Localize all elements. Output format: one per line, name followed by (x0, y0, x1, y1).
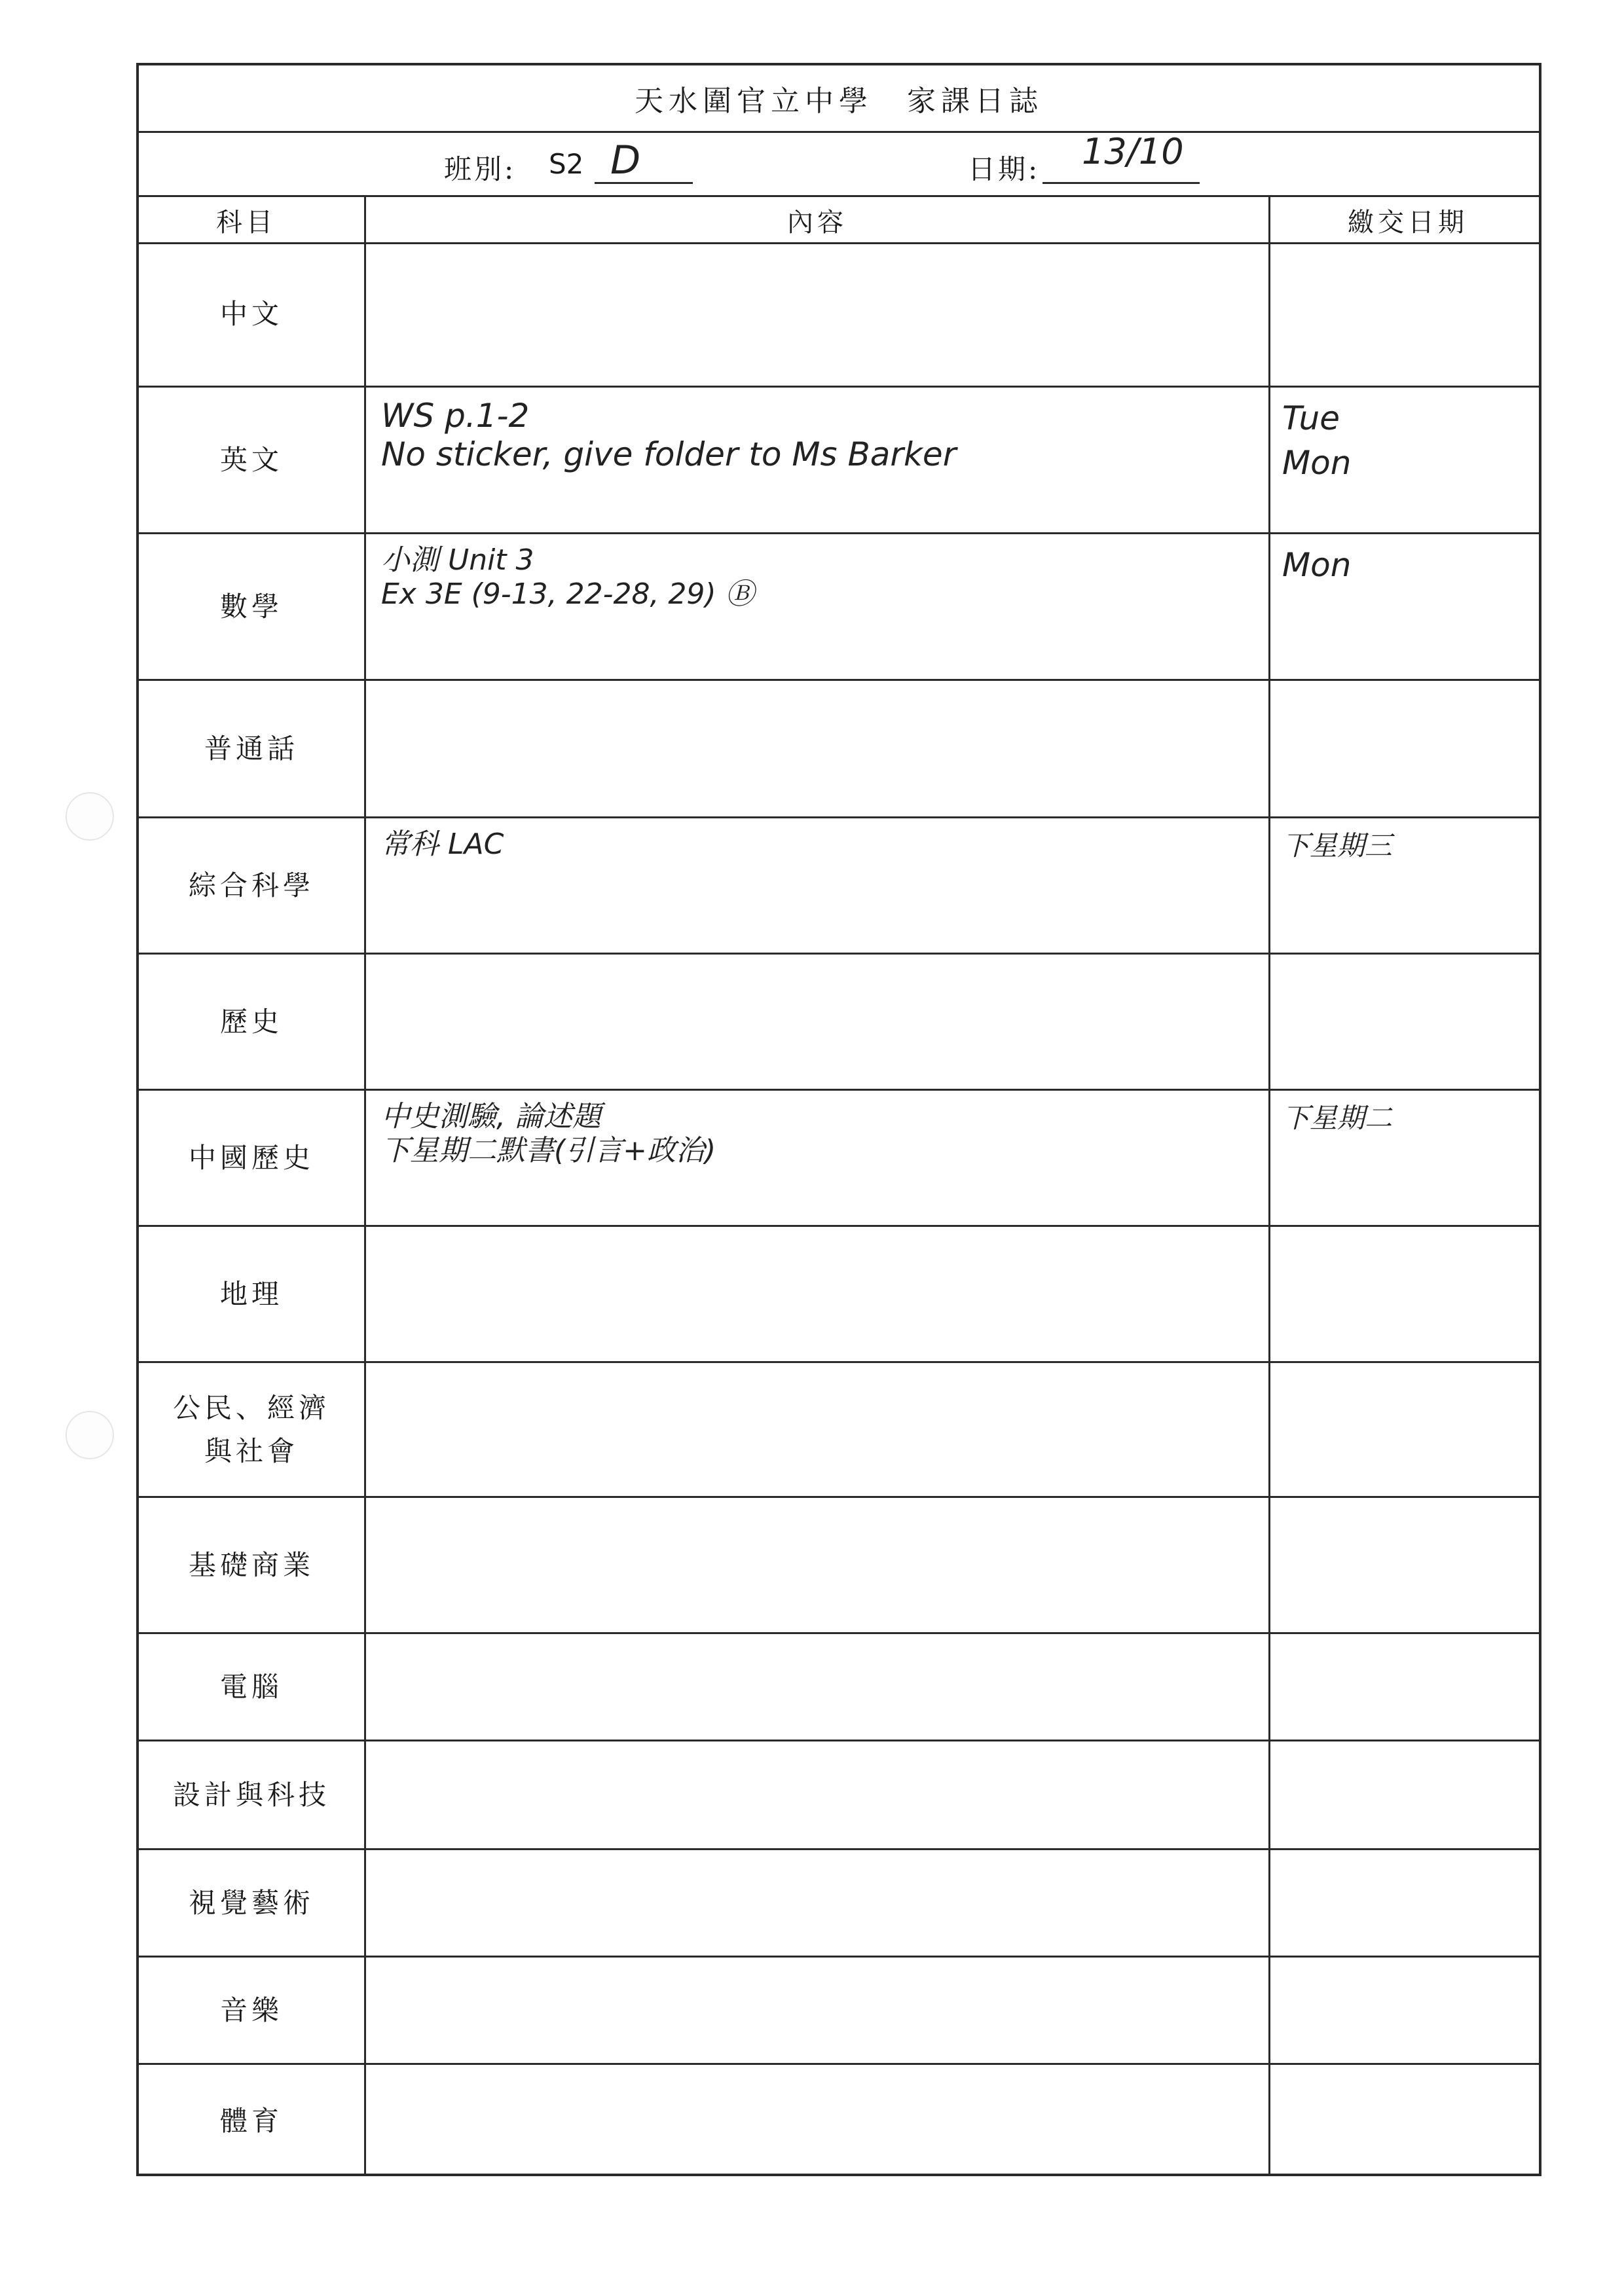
due-date-line: Mon (1282, 546, 1352, 584)
homework-diary-sheet (136, 63, 1541, 2176)
table-row (139, 1634, 1539, 1741)
content-cell (381, 828, 1252, 862)
due-date-line: 下星期二 (1282, 1102, 1393, 1134)
table-row (139, 1227, 1539, 1363)
table-row (139, 1363, 1539, 1498)
date-underline (1043, 182, 1200, 184)
due-date-line: 下星期三 (1282, 829, 1393, 862)
subject-cell: 地理 (219, 1277, 283, 1310)
punch-hole-bottom (65, 1411, 114, 1459)
table-row (139, 2065, 1539, 2178)
date-label: 日期: (968, 153, 1041, 185)
content-line: 下星期二默書(引言+政治) (381, 1133, 716, 1167)
content-line: No sticker, give folder to Ms Barker (381, 435, 957, 473)
content-cell (381, 1100, 1252, 1168)
subject-cell: 中文 (219, 297, 283, 330)
column-divider-subject (364, 195, 366, 2174)
table-row (139, 681, 1539, 818)
subject-cell: 公民、經濟與社會 (172, 1392, 330, 1467)
date-value: 13/10 (1082, 131, 1184, 172)
subject-cell: 普通話 (204, 732, 299, 765)
subject-cell: 歷史 (219, 1005, 283, 1038)
class-prefix: S2 (549, 148, 584, 180)
subject-cell: 基礎商業 (188, 1548, 314, 1581)
table-row (139, 955, 1539, 1091)
content-line: 常科 LAC (381, 828, 504, 861)
subject-cell: 中國歷史 (188, 1141, 314, 1174)
table-row (139, 1498, 1539, 1634)
homework-table (139, 195, 1539, 2174)
table-row (139, 534, 1539, 681)
table-header (139, 195, 1539, 244)
subject-cell: 英文 (219, 443, 283, 476)
class-date-row (139, 131, 1539, 197)
diary-title: 天水圍官立中學 家課日誌 (139, 65, 1539, 133)
subject-cell: 音樂 (219, 1994, 283, 2026)
due-date-cell (1282, 397, 1538, 485)
due-date-cell (1282, 543, 1538, 588)
class-underline (595, 182, 693, 184)
due-date-line: Tue (1282, 399, 1340, 437)
class-value: D (610, 137, 641, 183)
table-row (139, 1850, 1539, 1958)
subject-cell: 數學 (219, 590, 283, 623)
header-subject: 科目 (216, 208, 276, 238)
table-row (139, 1958, 1539, 2065)
table-row (139, 1741, 1539, 1850)
table-row (139, 388, 1539, 534)
column-divider-due (1268, 195, 1270, 2174)
table-row (139, 818, 1539, 955)
content-line: 中史測驗, 論述題 (381, 1100, 601, 1133)
content-line: Ex 3E (9-13, 22-28, 29) Ⓑ (381, 577, 754, 611)
subject-cell: 設計與科技 (172, 1778, 330, 1811)
subject-cell: 綜合科學 (188, 869, 314, 902)
content-line: WS p.1-2 (381, 397, 530, 435)
punch-hole-top (65, 792, 114, 841)
table-row (139, 1091, 1539, 1227)
subject-cell: 體育 (219, 2105, 283, 2138)
content-cell (381, 543, 1252, 611)
due-date-cell (1282, 1100, 1538, 1137)
subject-cell: 視覺藝術 (188, 1886, 314, 1919)
class-label: 班別: (444, 153, 517, 185)
content-cell (381, 397, 1252, 474)
due-date-line: Mon (1282, 443, 1352, 482)
due-date-cell (1282, 828, 1538, 865)
table-row (139, 242, 1539, 388)
subject-cell: 電腦 (219, 1670, 283, 1703)
header-content: 內容 (787, 208, 847, 238)
content-line: 小測 Unit 3 (381, 543, 534, 577)
header-due-date: 繳交日期 (1348, 208, 1468, 238)
